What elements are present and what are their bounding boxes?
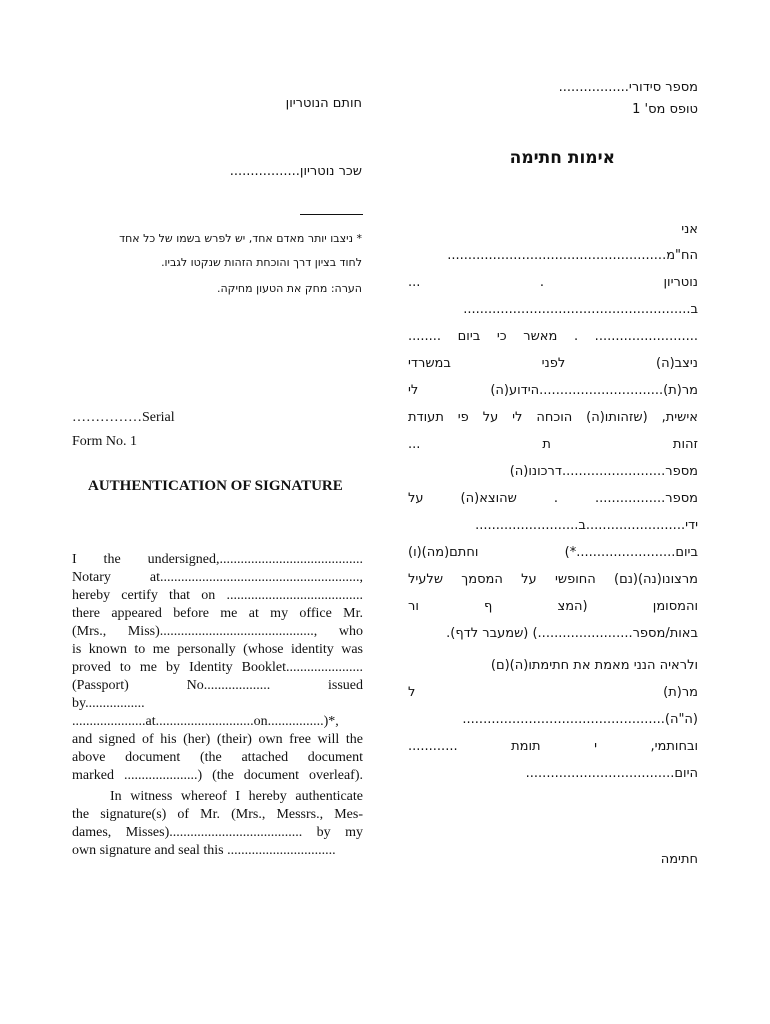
english-body-line: is known to me personally (whose identity was [72, 642, 363, 657]
hebrew-note-delete: הערה: מחק את הטעון מחיקה. [216, 282, 362, 295]
english-body-line: (Passport) No................... issued [72, 678, 363, 693]
english-body-line: hereby certify that on ....................................... [72, 588, 363, 603]
english-body-line: by................. [72, 696, 145, 711]
english-title: AUTHENTICATION OF SIGNATURE [88, 478, 343, 494]
hebrew-body-line: נוטריון . ... [408, 275, 698, 290]
hebrew-signature-label: חתימה [660, 852, 698, 867]
english-body-line: above document (the attached document [72, 750, 363, 765]
hebrew-notary-seal: חותם הנוטריון [285, 96, 362, 111]
hebrew-body-line: מרצונו(נה)(נם) החופשי על המסמך שלעיל [408, 572, 698, 587]
hebrew-body-line: ולראיה הנני מאמת את חתימתו(ה)(ם) [490, 658, 698, 673]
english-body-line: and signed of his (her) (their) own free will the [72, 732, 363, 747]
hebrew-body-line: זהות ת ... [408, 437, 698, 452]
english-body-paragraph-1 [72, 551, 363, 785]
hebrew-body-line: מר(ת)..............................הידוע(ה) לי [408, 383, 698, 398]
hebrew-body-line: באות/מספר.......................) (שמעבר לדף). [446, 626, 698, 641]
hebrew-notary-fee: שכר נוטריון................. [229, 164, 362, 179]
english-body-line: dames, Misses)...................................... by my [72, 825, 363, 840]
hebrew-body-line: ובחותמי, י תומת ............ [408, 739, 698, 754]
english-body-line: I the undersigned,......................................... [72, 552, 363, 567]
hebrew-body-line: מספר................. . שהוצא(ה) על [408, 491, 698, 506]
english-form-number: Form No. 1 [72, 434, 137, 449]
hebrew-body-line: אני [681, 222, 698, 237]
english-body-line: .....................at............................on................)*, [72, 714, 339, 729]
english-body-line: own signature and seal this ............................... [72, 843, 336, 858]
hebrew-body-line: מספר.........................דרכונו(ה) [509, 464, 698, 479]
footnote-divider [300, 214, 363, 215]
hebrew-title: אימות חתימה [509, 148, 615, 168]
hebrew-body-line: ניצב(ה) לפני במשרדי [408, 356, 698, 371]
hebrew-footnote-line-1: * ניצבו יותר מאדם אחד, יש לפרש בשמו של כל אחד [119, 232, 362, 245]
hebrew-body-line: ידי........................ב......................... [475, 518, 698, 533]
hebrew-form-number: טופס מס' 1 [632, 102, 698, 117]
english-body-line: In witness whereof I hereby authenticate [110, 789, 363, 804]
hebrew-footnote-line-2: לחוד בציון דרך והוכחת הזהות שנקטו לגביו. [161, 256, 362, 269]
hebrew-body-line: הח"מ..................................................... [447, 248, 698, 263]
english-body-line: marked .....................) (the document overleaf). [72, 768, 363, 783]
english-body-line: proved to me by Identity Booklet...................... [72, 660, 363, 675]
hebrew-body-line: (ה"ה)................................................. [462, 712, 698, 727]
hebrew-body-line: מר(ת) ל [408, 685, 698, 700]
english-body-line: (Mrs., Miss)............................................, who [72, 624, 363, 639]
hebrew-body-line: ביום........................*) וחתם(מה)(ו) [408, 545, 698, 560]
english-body-paragraph-2 [72, 788, 363, 860]
hebrew-serial-number: מספר סידורי................. [558, 80, 698, 95]
hebrew-body-line: ב....................................................... [463, 302, 698, 317]
english-serial-number: ……………Serial [72, 410, 175, 425]
hebrew-body-line: אישית, (שזהותו(ה) הוכחה לי על פי תעודת [408, 410, 698, 425]
hebrew-body-line: ......................... . מאשר כי ביום ........ [408, 329, 698, 344]
english-body-line: there appeared before me at my office Mr. [72, 606, 363, 621]
hebrew-body-line: והמסומן (המצ ף ור [408, 599, 698, 614]
hebrew-body-line: היום.................................... [525, 766, 698, 781]
english-body-line: Notary at........................................................., [72, 570, 363, 585]
english-body-line: the signature(s) of Mr. (Mrs., Messrs., Mes- [72, 807, 363, 822]
